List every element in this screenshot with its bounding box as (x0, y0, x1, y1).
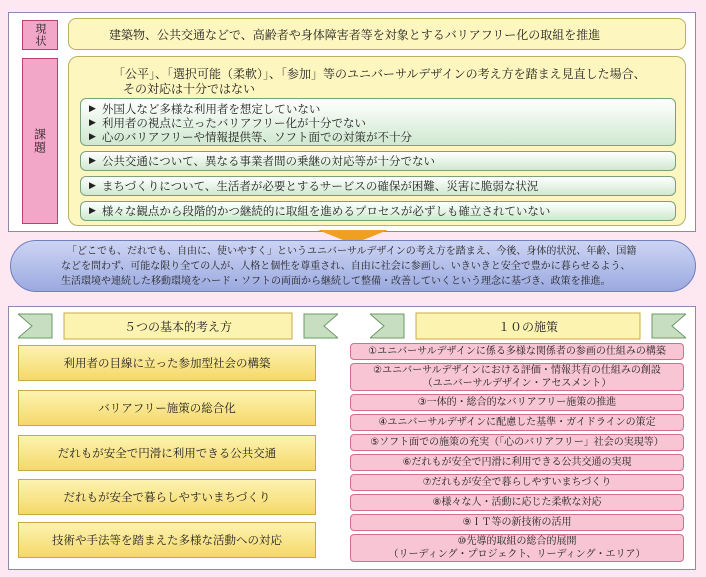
principle-item: バリアフリー施策の総合化 (18, 390, 316, 426)
measure-item: ②ユニバーサルデザインにおける評価・情報共有の仕組みの創設 （ユニバーサルデザイン・アセスメント） (350, 363, 684, 391)
issue-header-1: 「公平」、「選択可能（柔軟）」、「参加」等のユニバーサルデザインの考え方を踏まえ見直した場合、 (113, 67, 646, 81)
measure-item: ⑦だれもが安全で暮らしやすいまちづくり (350, 474, 684, 491)
right-title: １０の施策 (497, 319, 558, 334)
issue-row: ▶ まちづくりについて、生活者が必要とするサービスの確保が困難、災害に脆弱な状況 (80, 176, 676, 196)
triangle-icon: ▶ (89, 132, 96, 142)
principle-item: だれもが安全で暮らしやすいまちづくり (18, 479, 316, 515)
measure-item: ⑤ソフト面での施策の充実（「心のバリアフリー」社会の実現等） (350, 434, 684, 451)
principle-item: 技術や手法等を踏まえた多様な活動への対応 (18, 522, 316, 558)
banner-line: などを問わず、可能な限り全ての人が、人格と個性を尊重され、自由に社会に参画し、いきいきと安全で豊かに暮らせるよう、 (61, 261, 631, 272)
issue-group-item: 外国人など多様な利用者を想定していない (101, 102, 321, 116)
issue-row: ▶ 公共交通について、異なる事業者間の乗継の対応等が十分でない (80, 151, 676, 171)
triangle-icon: ▶ (89, 104, 96, 114)
triangle-icon: ▶ (89, 181, 96, 191)
issue-group-item: 心のバリアフリーや情報提供等、ソフト面での対策が不十分 (101, 130, 412, 144)
issue-row: ▶ 様々な観点から段階的かつ継続的に取組を進めるプロセスが必ずしも確立されていない (80, 201, 676, 221)
measure-item: ①ユニバーサルデザインに係る多様な関係者の参画の仕組みの構築 (350, 343, 684, 360)
measure-item: ⑨ＩＴ等の新技術の活用 (350, 514, 684, 531)
triangle-icon: ▶ (89, 118, 96, 128)
measure-item: ⑥だれもが安全で円滑に利用できる公共交通の実現 (350, 454, 684, 471)
triangle-icon: ▶ (89, 206, 96, 216)
issue-label: 課題 (22, 58, 58, 224)
current-text: 建築物、公共交通などで、高齢者や身体障害者等を対象とするバリアフリー化の取組を推進 (109, 27, 601, 42)
issue-group-box (80, 98, 676, 146)
measure-item: ④ユニバーサルデザインに配慮した基準・ガイドラインの策定 (350, 414, 684, 431)
vision-banner (10, 240, 696, 292)
principle-item: 利用者の目線に立った参加型社会の構築 (18, 345, 316, 381)
current-text-box (68, 18, 686, 50)
principle-item: だれもが安全で円滑に利用できる公共交通 (18, 435, 316, 471)
banner-line: 生活環境や連続した移動環境をハード・ソフトの両面から継続して整備・改善していくという理念に基づき、政策を推進。 (61, 276, 611, 287)
issue-group-item: 利用者の視点に立ったバリアフリー化が十分でない (101, 116, 366, 130)
measure-item: ⑩先導的取組の総合的展開 （リーディング・プロジェクト、リーディング・エリア） (350, 534, 684, 562)
banner-line: 「どこでも、だれでも、自由に、使いやすく」というユニバーサルデザインの考え方を踏まえ、今後、身体的状況、年齢、国籍 (67, 246, 637, 257)
triangle-icon: ▶ (89, 156, 96, 166)
current-label: 現状 (22, 20, 58, 50)
measure-item: ③一体的・総合的なバリアフリー施策の推進 (350, 394, 684, 411)
issue-header-2: その対応は十分ではない (123, 82, 256, 96)
measure-item: ⑧様々な人・活動に応じた柔軟な対応 (350, 494, 684, 511)
left-title: ５つの基本的考え方 (123, 319, 232, 334)
